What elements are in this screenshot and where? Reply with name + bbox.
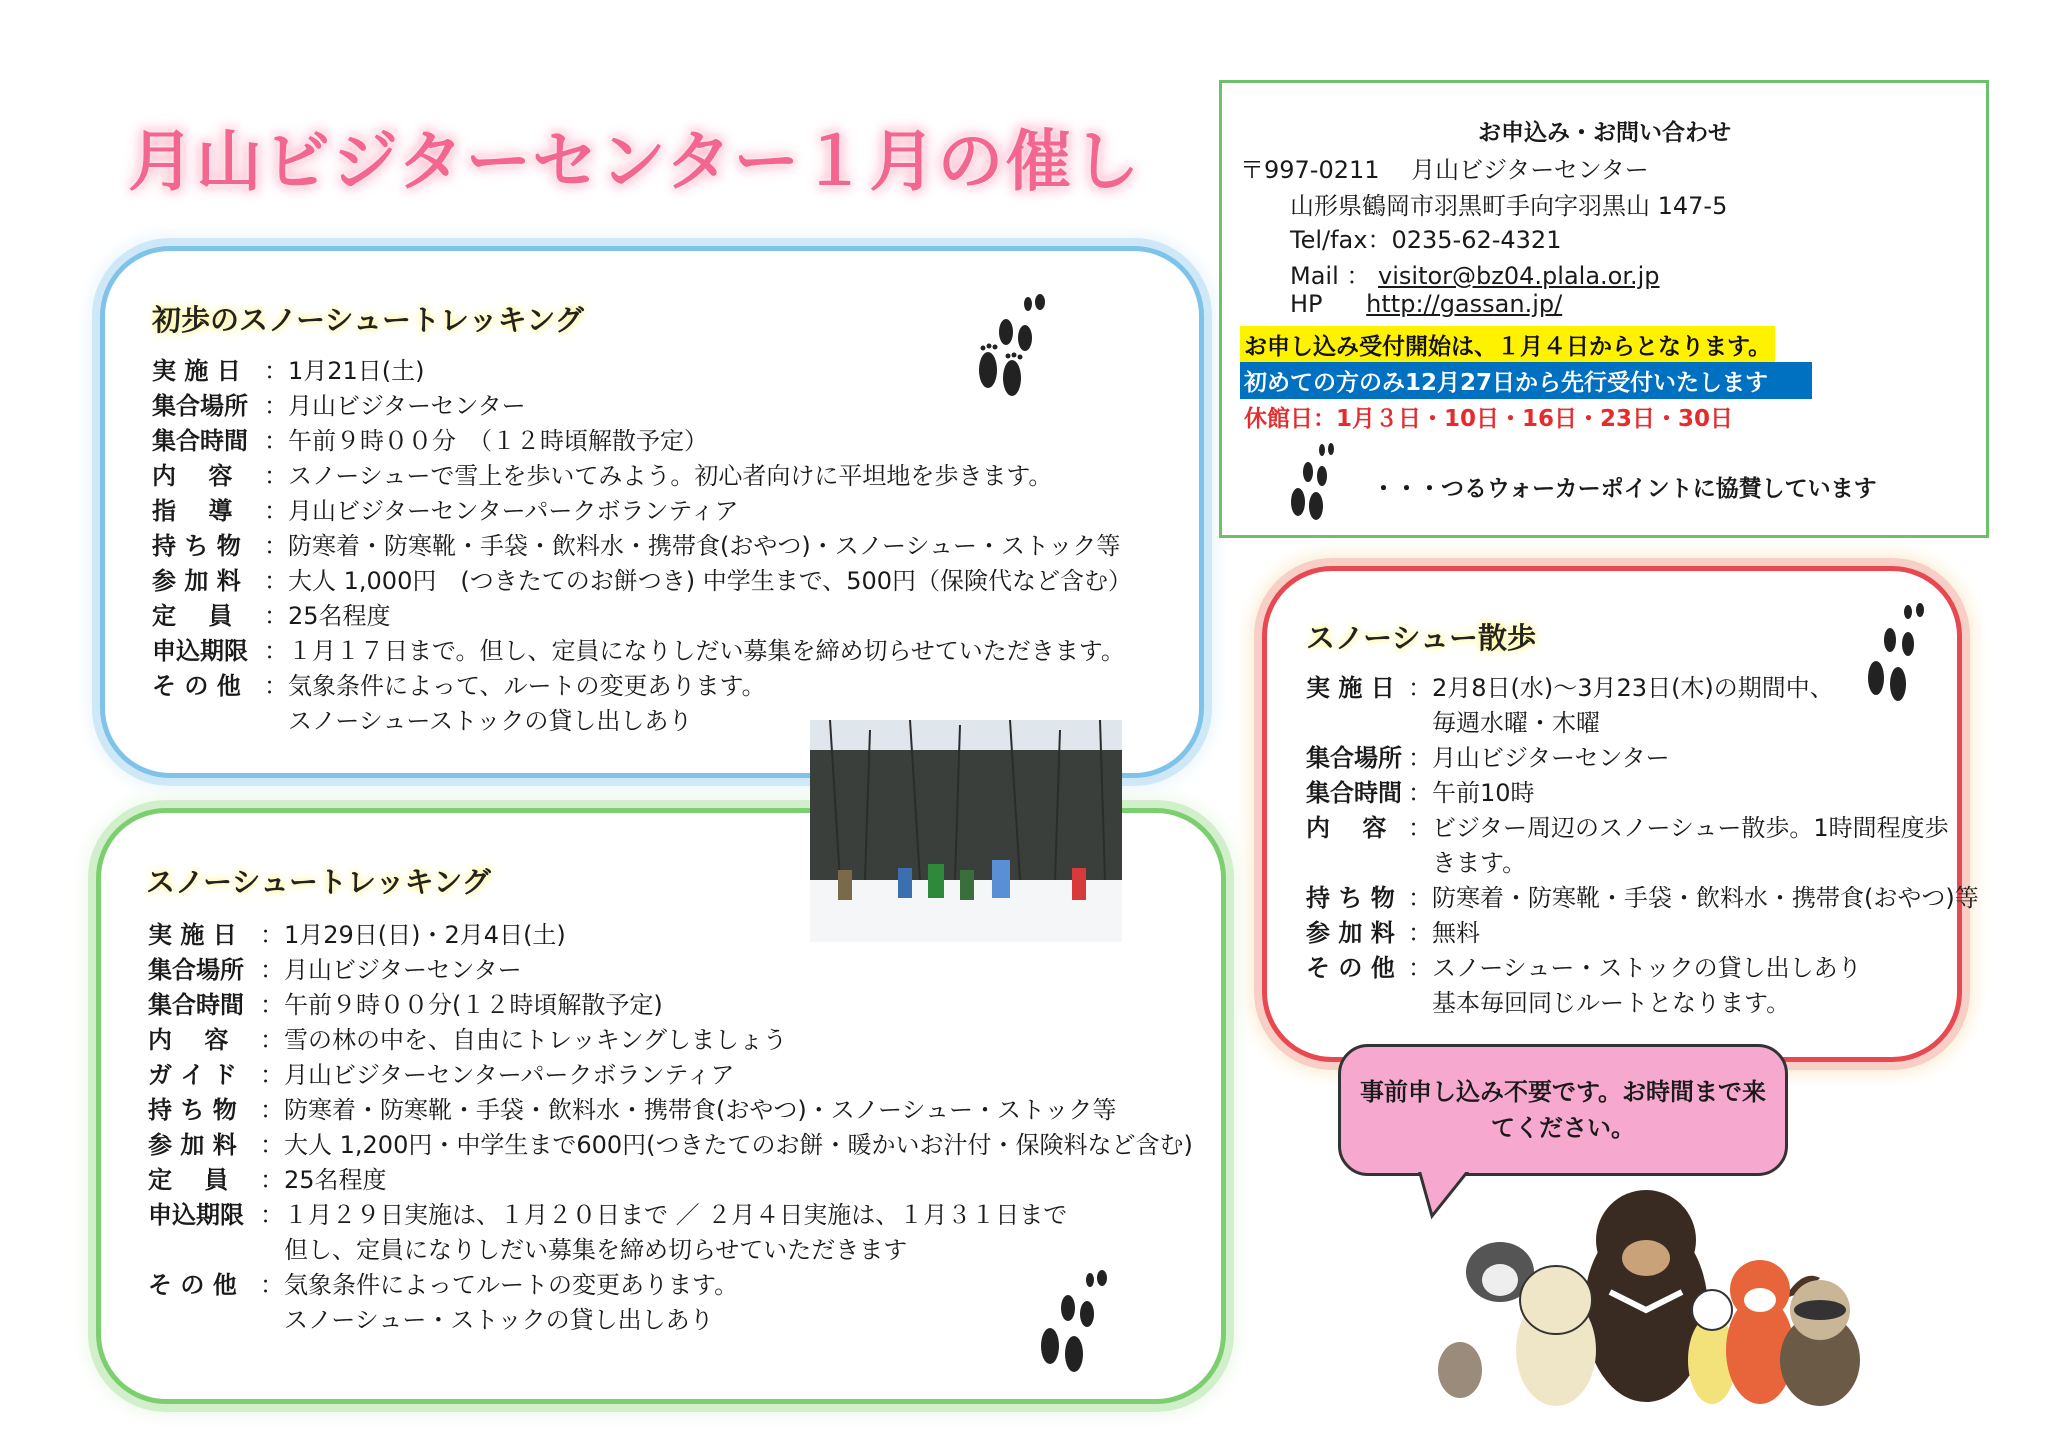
detail-value: ：気象条件によってルートの変更あります。 — [260, 1271, 739, 1299]
detail-row — [152, 529, 1132, 564]
detail-value: 毎週水曜・木曜 — [1408, 709, 1600, 737]
event1-title: 初歩のスノーシュートレッキング — [152, 303, 584, 337]
event3-title: スノーシュー散歩 — [1306, 621, 1536, 655]
detail-label: 定 員 — [148, 1166, 229, 1194]
detail-value: ：月山ビジターセンター — [1408, 744, 1670, 772]
detail-value: ：無料 — [1408, 919, 1480, 947]
detail-label: 内 容 — [1306, 814, 1387, 842]
detail-label: そ の 他 — [1306, 954, 1395, 982]
detail-label: 参 加 料 — [1306, 919, 1395, 947]
detail-row — [148, 1023, 1193, 1058]
page-title: 月山ビジターセンター１月の催し — [128, 123, 1142, 200]
detail-label: 集合場所 — [1306, 744, 1402, 772]
hp-label: HP — [1290, 290, 1323, 318]
detail-value: スノーシューストックの貸し出しあり — [264, 707, 693, 735]
footprints-icon — [968, 292, 1058, 402]
detail-row — [148, 1233, 1193, 1268]
detail-row — [1306, 776, 1979, 811]
footprints-icon — [1858, 600, 1938, 708]
detail-row — [148, 1128, 1193, 1163]
detail-row — [152, 634, 1132, 669]
detail-row — [148, 1058, 1193, 1093]
detail-value: ：午前９時００分(１２時頃解散予定) — [260, 991, 663, 1019]
detail-value: ：月山ビジターセンター — [260, 956, 522, 984]
detail-row — [1306, 986, 1979, 1021]
detail-label: 持 ち 物 — [148, 1096, 237, 1124]
mail-link[interactable]: visitor@bz04.plala.or.jp — [1378, 262, 1660, 290]
detail-value: ：スノーシューで雪上を歩いてみよう。初心者向けに平坦地を歩きます。 — [264, 462, 1053, 490]
mail-line — [1290, 256, 1660, 291]
detail-label — [1306, 986, 1408, 1021]
detail-value: きます。 — [1408, 849, 1527, 877]
detail-label: そ の 他 — [148, 1271, 237, 1299]
contact-heading: お申込み・お問い合わせ — [1478, 120, 1731, 146]
detail-label: 実 施 日 — [152, 357, 241, 385]
detail-row — [1306, 951, 1979, 986]
detail-label: 実 施 日 — [148, 921, 237, 949]
detail-label: 内 容 — [152, 462, 233, 490]
detail-row — [1306, 881, 1979, 916]
detail-row — [152, 459, 1132, 494]
detail-row — [148, 1198, 1193, 1233]
detail-row — [152, 494, 1132, 529]
footprints-icon — [1284, 440, 1344, 524]
detail-value: ：1月21日(土) — [264, 357, 425, 385]
detail-row — [1306, 846, 1979, 881]
walker-point-note: ・・・つるウォーカーポイントに協賛しています — [1372, 476, 1877, 502]
detail-label: 持 ち 物 — [152, 532, 241, 560]
detail-value: ：午前９時００分 （１２時頃解散予定） — [264, 427, 708, 455]
detail-value: ：大人 1,200円・中学生まで600円(つきたてのお餅・暖かいお汁付・保険料など含む) — [260, 1131, 1193, 1159]
detail-row — [1306, 916, 1979, 951]
detail-value: ：25名程度 — [264, 602, 391, 630]
detail-row — [148, 1163, 1193, 1198]
mail-label: Mail ： — [1290, 262, 1371, 290]
detail-label — [152, 704, 264, 739]
detail-label: 定 員 — [152, 602, 233, 630]
detail-value: ：防寒着・防寒靴・手袋・飲料水・携帯食(おやつ)・スノーシュー・ストック等 — [260, 1096, 1117, 1124]
detail-label — [148, 1303, 260, 1338]
detail-label: 集合場所 — [148, 956, 244, 984]
detail-value: 基本毎回同じルートとなります。 — [1408, 989, 1791, 1017]
event1-details — [152, 354, 1132, 739]
detail-value: スノーシュー・ストックの貸し出しあり — [260, 1306, 714, 1334]
detail-value: ：雪の林の中を、自由にトレッキングしましょう — [260, 1026, 788, 1054]
detail-row — [152, 599, 1132, 634]
address-line: 山形県鶴岡市羽黒町手向字羽黒山 147-5 — [1290, 192, 1728, 220]
detail-value: ：１月１７日まで。但し、定員になりしだい募集を締め切らせていただきます。 — [264, 637, 1125, 665]
detail-label: 内 容 — [148, 1026, 229, 1054]
detail-value: ：午前10時 — [1408, 779, 1535, 807]
detail-label: ガ イ ド — [148, 1061, 237, 1089]
detail-row — [152, 424, 1132, 459]
detail-label: 集合時間 — [152, 427, 248, 455]
detail-row — [1306, 741, 1979, 776]
detail-label: 申込期限 — [148, 1201, 244, 1229]
detail-value: ：1月29日(日)・2月4日(土) — [260, 921, 566, 949]
detail-label: そ の 他 — [152, 672, 241, 700]
detail-row — [148, 988, 1193, 1023]
winter-forest-illustration — [810, 720, 1122, 942]
detail-label: 集合場所 — [152, 392, 248, 420]
event3-details — [1306, 671, 1979, 1021]
detail-row — [152, 669, 1132, 704]
snowshoe-group-photo — [810, 720, 1122, 942]
detail-label: 集合時間 — [1306, 779, 1402, 807]
detail-value: ：月山ビジターセンター — [264, 392, 526, 420]
hp-line — [1290, 290, 1562, 318]
detail-label: 集合時間 — [148, 991, 244, 1019]
detail-value: ：防寒着・防寒靴・手袋・飲料水・携帯食(おやつ)・スノーシュー・ストック等 — [264, 532, 1121, 560]
animal-mascots-illustration — [1420, 1160, 1880, 1410]
notice-early-registration: 初めての方のみ12月27日から先行受付いたします — [1240, 362, 1812, 399]
detail-label — [1306, 706, 1408, 741]
detail-value: ：2月8日(水)～3月23日(木)の期間中、 — [1408, 674, 1834, 702]
footprints-icon — [1030, 1268, 1120, 1378]
detail-row — [148, 1093, 1193, 1128]
detail-label — [1306, 846, 1408, 881]
detail-label: 参 加 料 — [152, 567, 241, 595]
detail-value: 但し、定員になりしだい募集を締め切らせていただきます — [260, 1236, 908, 1264]
notice-start-date: お申し込み受付開始は、１月４日からとなります。 — [1240, 326, 1775, 363]
detail-label: 持 ち 物 — [1306, 884, 1395, 912]
detail-value: ：25名程度 — [260, 1166, 387, 1194]
detail-value: ：ビジター周辺のスノーシュー散歩。1時間程度歩 — [1408, 814, 1949, 842]
event2-title: スノーシュートレッキング — [146, 865, 491, 899]
detail-row — [1306, 811, 1979, 846]
closed-days: 休館日：1月３日・10日・16日・23日・30日 — [1244, 406, 1734, 432]
tel-line: Tel/fax：0235-62-4321 — [1290, 226, 1562, 254]
detail-label: 参 加 料 — [148, 1131, 237, 1159]
speech-bubble — [1338, 1044, 1788, 1176]
detail-label — [148, 1233, 260, 1268]
detail-value: ：月山ビジターセンターパークボランティア — [260, 1061, 735, 1089]
detail-value: ：スノーシュー・ストックの貸し出しあり — [1408, 954, 1862, 982]
detail-value: ：気象条件によって、ルートの変更あります。 — [264, 672, 766, 700]
detail-value: ：大人 1,000円 (つきたてのお餅つき) 中学生まで、500円（保険代など含む） — [264, 567, 1133, 595]
postal-line: 〒997-0211 月山ビジターセンター — [1240, 156, 1649, 184]
detail-label: 実 施 日 — [1306, 674, 1395, 702]
bubble-text: 事前申し込み不要です。お時間まで来てください。 — [1359, 1078, 1767, 1142]
detail-value: ：防寒着・防寒靴・手袋・飲料水・携帯食(おやつ)等 — [1408, 884, 1979, 912]
detail-label: 申込期限 — [152, 637, 248, 665]
detail-value: ：月山ビジターセンターパークボランティア — [264, 497, 739, 525]
detail-label: 指 導 — [152, 497, 233, 525]
detail-row — [1306, 706, 1979, 741]
detail-row — [152, 564, 1132, 599]
hp-link[interactable]: http://gassan.jp/ — [1366, 290, 1563, 318]
detail-value: ：１月２９日実施は、１月２０日まで ／ ２月４日実施は、１月３１日まで — [260, 1201, 1068, 1229]
detail-row — [148, 953, 1193, 988]
